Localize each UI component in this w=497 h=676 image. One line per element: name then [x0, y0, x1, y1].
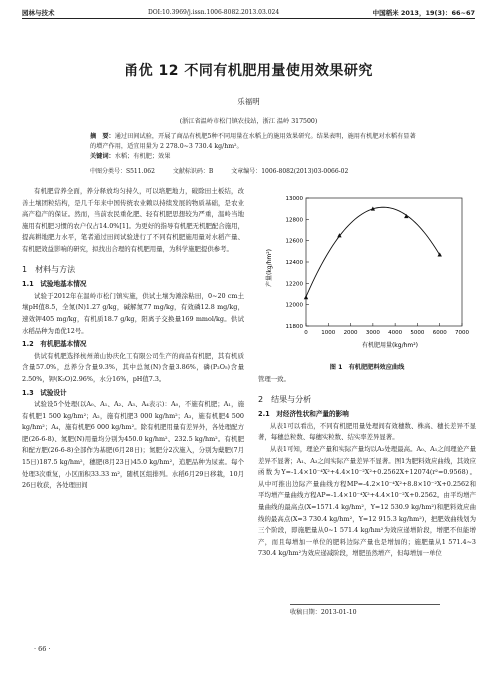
section-heading: 1 材料与方法 [22, 264, 76, 274]
left-column [22, 186, 244, 492]
data-point [304, 295, 308, 299]
y-tick-label: 11800 [285, 324, 303, 330]
received-date: 收稿日期：2013-01-10 [290, 604, 440, 616]
x-tick-label: 5000 [410, 330, 425, 336]
journal-right: 中国稻米 2013，19(3)：66~67 [372, 8, 475, 17]
paragraph: 供试有机肥选择杭州萧山协庆化工有限公司生产的商品有机肥，其有机质含量57.0%，总养分含量9.3%，其中总氮(N)含量3.86%，磷(P₂O₅)含量2.50%，钾(K₂O)2.96%，水分16%，pH值7.3。 [22, 351, 244, 383]
y-tick-label: 12000 [285, 302, 303, 309]
x-tick-label: 6000 [432, 330, 447, 336]
paragraph: 从表1可知，理论产量和实际产量均以A₂处理最高。A₀、A₁之间理论产量差异不显著；A₁、A₃之间实际产量差异不显著。图1为肥料效应曲线，其效应函数为Y=-1.4×10⁻⁴X²+4.4×10⁻²X²+0.2562X+12074(r²=0.9568)。从中可推出边际产量曲线方程MP=-4.2×10⁻⁴X²+8.8×10⁻²X+0.2562和平均增产量曲线方程AP=-1.4×10⁻⁴X²+4.4×10⁻²X+0.2562。由平均增产量曲线的最高点(X=1571.4 kg/hm²，Y=12 530.9 kg/hm²)和肥料效应曲线的最高点(X=3 730.4 kg/hm²，Y=12 915.3 kg/hm²)，把肥效曲线划为三个阶段，即施肥量从0~1 571.4 kg/hm²为效应递增阶段，增肥不但能增产，而且每增加一单位的肥料边际产量也是增加的；施肥量从1 571.4~3 730.4 kg/hm²为效应递减阶段，增肥虽然增产，但每增加一单位 [258, 444, 476, 558]
affiliation: (浙江省温岭市松门镇农技站，浙江 温岭 317500) [179, 118, 318, 125]
subsection-heading: 1.2 有机肥基本情况 [22, 340, 87, 349]
subsection-heading: 1.3 试验设计 [22, 388, 67, 397]
x-tick-label: 1000 [321, 330, 336, 336]
intro-paragraph: 有机肥营养全面，养分释放均匀持久，可以培肥地力，破除田土板结，改善土壤团粒结构，是几千年来中国传统农业赖以持续发展的物质基础，是农业高产稳产的保证。然而，当前农民重化肥、轻有机肥思想较为严重，温岭当地施用有机肥习惯的农户仅占14.0%[1]。为更好的指导有机肥无机肥配合施用，提高耕地肥力水平，笔者通过田间试验进行了不同有机肥施用量对水稻产量、有机肥效益影响的研究，拟找出合理的有机肥用量，为科学施肥提供参考。 [22, 187, 244, 253]
paragraph: 试验设5个处理(以A₀、A₁、A₂、A₃、A₄表示)：A₀，不施有机肥；A₁，施有机肥1 500 kg/hm²；A₂，施有机肥3 000 kg/hm²；A₃，施有机肥4 500 kg/hm²；A₄，施有机肥6 000 kg/hm²。除有机肥用量有差异外，各处理配方肥(26-6-8)、氮肥(N)用量均分别为450.0 kg/hm²、232.5 kg/hm²。有机肥和配方肥(26-6-8)全部作为基肥(6月28日)；氮肥分2次施入，分别为蘖肥(7月15日)187.5 kg/hm²，穗肥(8月23日)45.0 kg/hm²，追肥品种为尿素。每个处理3次重复，小区面积33.33 m²，随机区组排列。水稻6月29日移栽，10月26日收获，各处理田间 [22, 400, 244, 490]
chart-axes [286, 196, 470, 336]
right-column [258, 374, 476, 560]
y-tick-label: 12600 [285, 238, 303, 245]
abstract [90, 132, 420, 162]
subsection-heading: 2.1 对经济性状和产量的影响 [258, 410, 349, 419]
section-heading: 2 结果与分析 [258, 394, 312, 404]
x-tick-label: 3000 [365, 330, 380, 336]
keywords: 水稻；有机肥；效果 [114, 153, 171, 160]
x-tick-label: 2000 [343, 330, 358, 336]
y-tick-label: 12400 [285, 260, 303, 266]
response-curve [306, 207, 440, 297]
y-tick-label: 13000 [285, 196, 303, 202]
article-number: 文章编号：1006-8082(2013)03-0066-02 [231, 168, 349, 175]
journal-left: 园林与技术 [22, 8, 55, 17]
figure-caption: 图 1 有机肥肥料效应曲线 [329, 364, 405, 371]
author: 乐福明 [237, 97, 260, 106]
y-tick-label: 12800 [285, 217, 303, 224]
y-axis-label: 产量(kg/hm²) [266, 248, 273, 288]
paragraph: 试验于2012年在温岭市松门镇实施，供试土壤为滩涂粘田，0~20 cm土壤pH值8.5，全氮(N)1.27 g/kg，碱解氮77 mg/kg，有效磷12.8 mg/kg，速效钾405 mg/kg，有机质18.7 g/kg，阳离子交换量169 mmol/kg。供试水稻品种为甬优12号。 [22, 291, 244, 335]
page-number: · 66 · [34, 645, 51, 653]
x-tick-label: 4000 [388, 330, 403, 336]
x-tick-label: 0 [304, 330, 308, 336]
abstract-text: 通过田间试验，开展了商品有机肥5种不同用量在水稻上的施用效果研究。结果表明，施用有机肥对水稻有显著的增产作用，适宜用量为 2 278.0~3 730.4 kg/hm²。 [90, 133, 416, 150]
paper-title: 甬优 12 不同有机肥用量使用效果研究 [124, 63, 373, 79]
subsection-heading: 1.1 试验地基本情况 [22, 280, 87, 289]
running-header [22, 6, 475, 19]
x-axis-label: 有机肥用量(kg/hm²) [361, 342, 419, 349]
clc-number: 中图分类号：S511.062 [90, 168, 155, 175]
article-meta [90, 166, 364, 175]
fertilizer-response-chart [262, 190, 470, 352]
doi[interactable]: DOI:10.3969/j.issn.1006-8082.2013.03.024 [147, 8, 280, 16]
keywords-label: 关键词： [90, 153, 115, 160]
doc-code: 文献标识码：B [172, 168, 214, 175]
plot-frame [306, 198, 462, 326]
chart-marks [304, 206, 442, 299]
x-tick-label: 7000 [455, 330, 469, 336]
abstract-label: 摘 要： [90, 133, 115, 140]
paragraph: 管理一致。 [258, 375, 290, 383]
y-tick-label: 12200 [285, 281, 303, 288]
paragraph: 从表1可以看出，不同有机肥用量处理间有效穗数、株高、穗长差异不显著，每穗总粒数、每穗实粒数、结实率差异显著。 [258, 421, 476, 442]
